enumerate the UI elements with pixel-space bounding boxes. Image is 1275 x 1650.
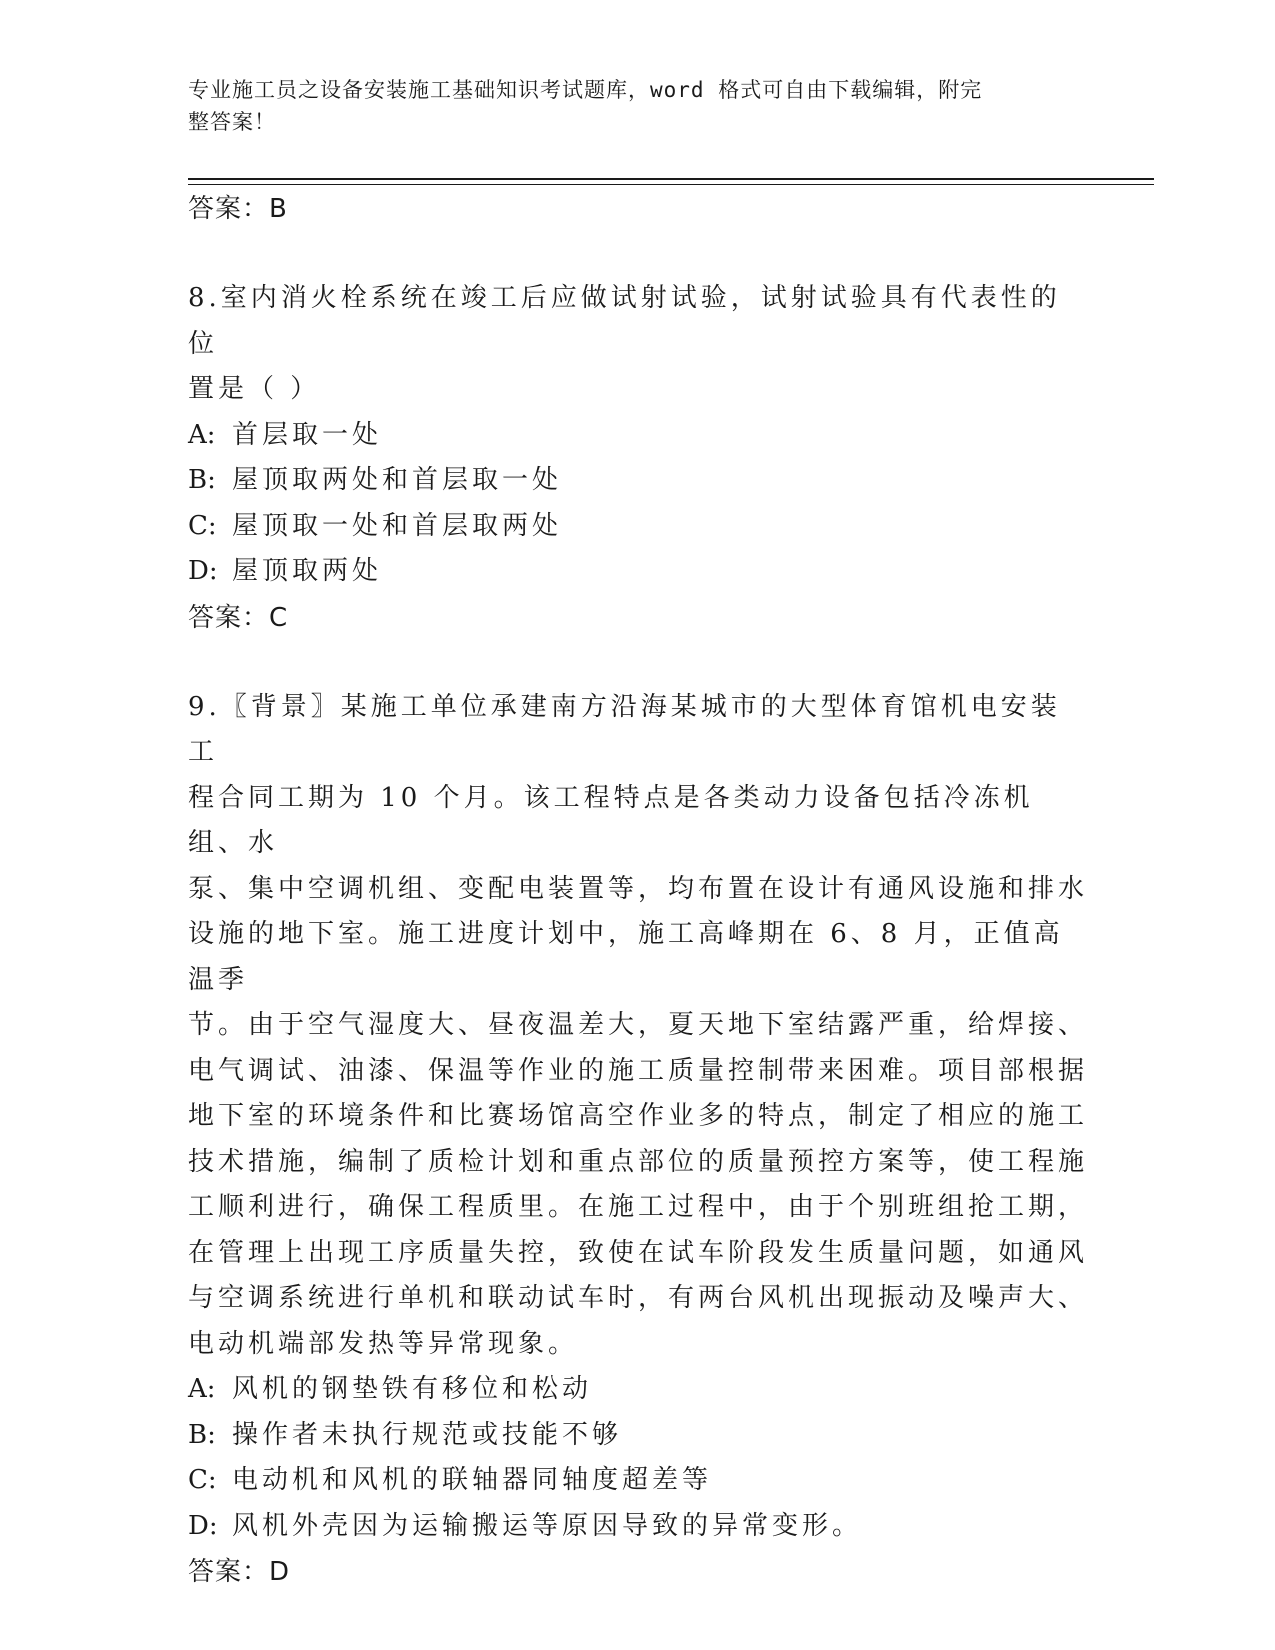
option-text: 电动机和风机的联轴器同轴度超差等 (232, 1465, 713, 1495)
spacer (188, 232, 1088, 276)
document-header (188, 74, 1068, 138)
option-key: A: (188, 1374, 216, 1404)
answer-value: D (269, 1557, 291, 1587)
answer-label: 答案： (188, 602, 270, 633)
document-body (188, 186, 1088, 1595)
option-key: C: (188, 510, 217, 541)
question-8-option-c (188, 504, 1088, 550)
header-line-2: 整答案！ (188, 110, 276, 134)
option-key: A: (188, 419, 216, 450)
option-key: D: (188, 1510, 218, 1541)
option-text: 风机外壳因为运输搬运等原因导致的异常变形。 (232, 1510, 863, 1541)
question-9-option-c (188, 1458, 1088, 1504)
option-key: D: (188, 556, 218, 586)
header-divider-thick (188, 178, 1154, 180)
option-text: 屋顶取一处和首层取两处 (232, 510, 563, 541)
question-8-option-b (188, 458, 1088, 504)
question-9-option-a (188, 1367, 1088, 1413)
question-9-stem: 9.〖背景〗某施工单位承建南方沿海某城市的大型体育馆机电安装工 程合同工期为 10 个月。该工程特点是各类动力设备包括冷冻机组、水 泵、集中空调机组、变配电装置等，均布置在设计有通风设施和排水 设施的地下室。施工进度计划中，施工高峰期在 6、8 月，正值高温季 节。由于空气湿度大、昼夜温差大，夏天地下室结露严重，给焊接、 电气调试、油漆、保温等作业的施工质量控制带来困难。项目部根据 地下室的环境条件和比赛场馆高空作业多的特点，制定了相应的施工 技术措施，编制了质检计划和重点部位的质量预控方案等，使工程施 工顺利进行，确保工程质里。在施工过程中，由于个别班组抢工期， 在管理上出现工序质量失控，致使在试车阶段发生质量问题，如通风 与空调系统进行单机和联动试车时，有两台风机出现振动及噪声大、 电动机端部发热等异常现象。 (188, 691, 1089, 1359)
answer-question-9 (188, 1549, 1088, 1595)
option-text: 屋顶取两处和首层取一处 (232, 465, 563, 495)
option-text: 首层取一处 (232, 419, 383, 450)
option-text: 屋顶取两处 (232, 556, 383, 586)
answer-label: 答案： (188, 194, 270, 224)
answer-label: 答案： (188, 1557, 270, 1587)
answer-previous (188, 186, 1088, 232)
header-line-1: 专业施工员之设备安装施工基础知识考试题库，word 格式可自由下载编辑，附完 (188, 78, 983, 102)
question-8-option-d (188, 549, 1088, 595)
answer-value: B (269, 194, 288, 224)
option-text: 操作者未执行规范或技能不够 (232, 1419, 623, 1450)
question-8-stem: 8.室内消火栓系统在竣工后应做试射试验，试射试验具有代表性的位 置是（ ） (188, 283, 1061, 404)
option-key: B: (188, 1419, 216, 1450)
spacer (188, 641, 1088, 685)
option-text: 风机的钢垫铁有移位和松动 (232, 1374, 593, 1404)
option-key: B: (188, 465, 216, 495)
question-8-option-a (188, 413, 1088, 459)
answer-value: C (269, 602, 289, 633)
option-key: C: (188, 1465, 217, 1495)
header-divider-thin (188, 184, 1154, 185)
question-9-option-b (188, 1413, 1088, 1459)
answer-question-8 (188, 595, 1088, 641)
question-9-option-d (188, 1504, 1088, 1550)
